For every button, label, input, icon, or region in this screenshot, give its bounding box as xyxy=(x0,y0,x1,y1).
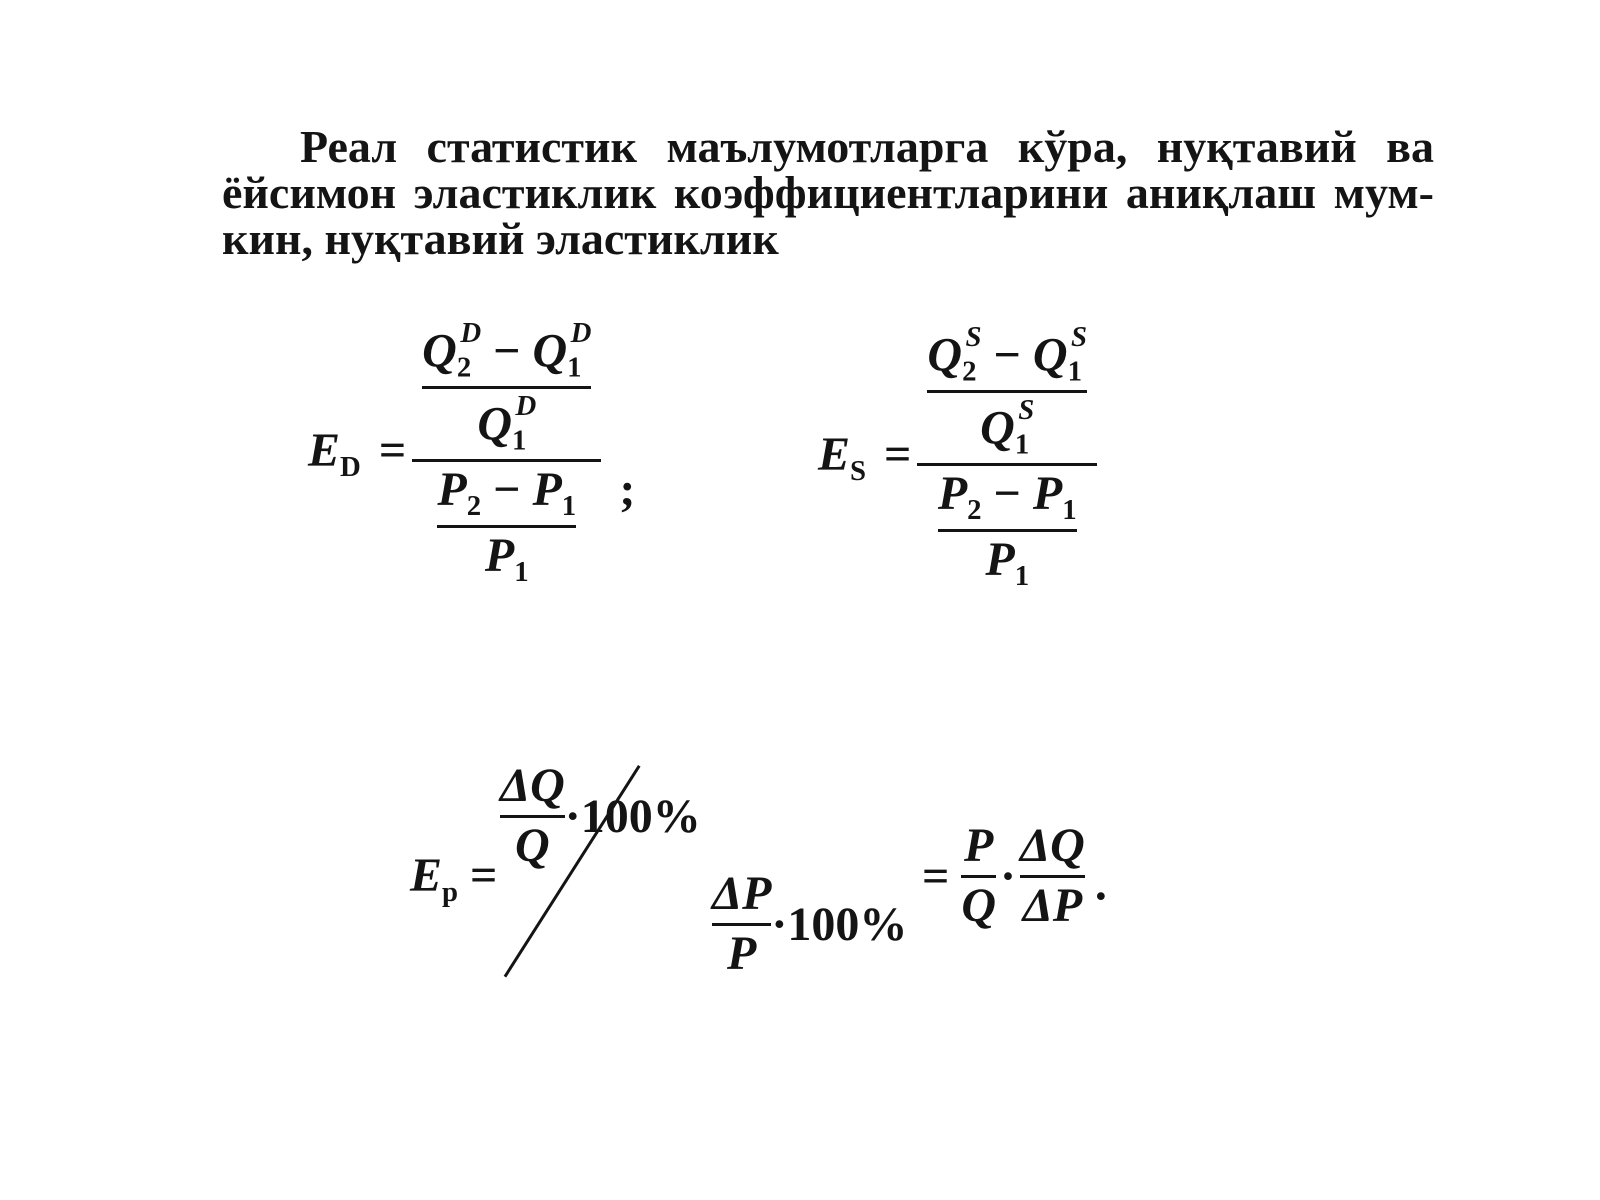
supply-price-change: $P_2 - P_1$ xyxy=(937,467,1077,527)
point-quantity-hundred: ·100% xyxy=(564,789,701,843)
intro-paragraph xyxy=(222,121,1434,264)
demand-base-price: $P_1$ xyxy=(484,529,529,589)
point-q: Q xyxy=(515,818,550,872)
paragraph-line-2: ёйсимон эластиклик коэффициентларини аниқлаш мум- xyxy=(222,167,1434,218)
point-delta-q: ΔQ xyxy=(500,759,565,812)
point-elasticity-term: нуқтавий эластиклик xyxy=(324,213,779,264)
formula-supply-elasticity xyxy=(818,322,1097,593)
point-result: = $\frac{P}{Q}$ · $\frac{\Delta Q}{\Delta P}$ · xyxy=(922,819,1109,932)
supply-quantity-change: $Q_2^S - Q_1^S$ xyxy=(927,321,1088,388)
supply-base-price: $P_1$ xyxy=(985,533,1030,593)
point-delta-p: ΔP xyxy=(712,867,772,920)
point-lhs: $E_p$ = xyxy=(410,849,498,909)
supply-lhs: $E_S$ = xyxy=(818,427,912,487)
demand-quantity-ratio xyxy=(412,318,601,457)
paragraph-line-3 xyxy=(222,213,1434,264)
paragraph-line-3-lead: кин, xyxy=(222,213,325,264)
point-quantity-percent xyxy=(500,760,701,873)
demand-main-fraction xyxy=(412,318,601,589)
supply-base-quantity: $Q_1^S$ xyxy=(980,394,1035,461)
demand-price-change: $P_2 - P_1$ xyxy=(437,463,577,523)
demand-base-quantity: $Q_1^D$ xyxy=(477,390,537,457)
result-p: P xyxy=(964,819,994,872)
result-end-dot: · xyxy=(1092,869,1109,923)
supply-price-ratio xyxy=(928,468,1087,593)
result-delta-p: ΔP xyxy=(1022,878,1083,932)
supply-quantity-ratio xyxy=(917,322,1097,461)
formula-separator: ; xyxy=(619,462,636,516)
demand-quantity-change: $Q_2^D - Q_1^D$ xyxy=(422,317,592,384)
supply-main-fraction xyxy=(917,322,1097,593)
demand-lhs: $E_D$ = xyxy=(308,423,407,483)
point-p: P xyxy=(727,926,757,980)
result-delta-q: ΔQ xyxy=(1020,819,1085,872)
formula-demand-elasticity xyxy=(308,318,635,589)
result-q: Q xyxy=(961,878,997,932)
paragraph-line-1: Реал статистик маълумотларга кўра, нуқтавий ва xyxy=(300,121,1434,172)
point-price-hundred: ·100% xyxy=(771,897,908,951)
demand-price-ratio xyxy=(427,464,586,589)
point-price-percent xyxy=(712,868,907,981)
